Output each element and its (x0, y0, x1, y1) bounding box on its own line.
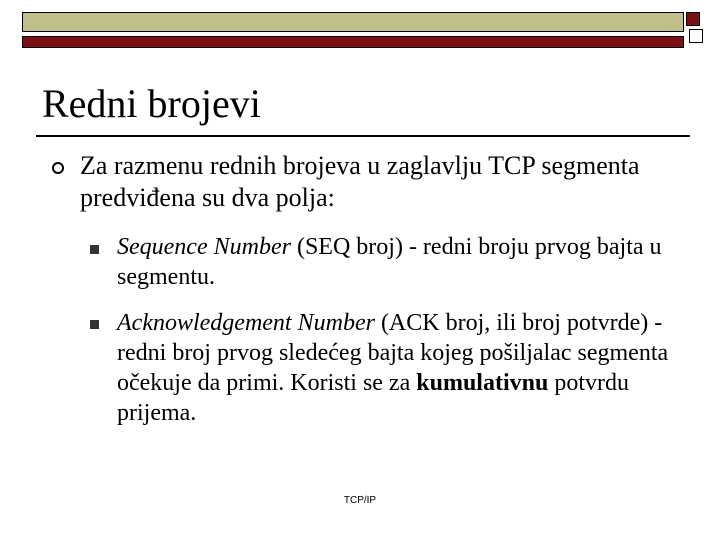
term-ack-number: Acknowledgement Number (117, 310, 375, 336)
square-bullet-icon (90, 245, 99, 254)
ack-number-description: (ACK broj, ili broj potvrde) - redni broj prvog sledećeg bajta kojeg pošiljalac segmenta očekuje da primi. Koristi se za (117, 310, 669, 396)
slide-footer: TCP/IP (343, 495, 377, 506)
bold-kumulativnu: kumulativnu (416, 370, 549, 396)
corner-square-white (689, 29, 703, 43)
sub-bullet-ack-number (117, 308, 697, 428)
term-sequence-number: Sequence Number (117, 234, 291, 260)
corner-square-maroon (686, 12, 700, 26)
title-underline (36, 135, 690, 137)
maroon-stripe (22, 36, 684, 48)
olive-stripe (22, 12, 684, 32)
top-decorative-bar (22, 12, 684, 42)
sub-bullet-sequence-number (117, 232, 697, 292)
hollow-circle-bullet-icon (52, 162, 64, 174)
slide-title: Redni brojevi (42, 81, 261, 126)
bullet-main-text: Za razmenu rednih brojeva u zaglavlju TCP segmenta predviđena su dva polja: (80, 151, 640, 212)
ack-number-description-end: potvrdu prijema. (117, 370, 629, 426)
corner-squares (686, 12, 706, 42)
sequence-number-description: (SEQ broj) - redni broju prvog bajta u segmentu. (117, 234, 662, 290)
square-bullet-icon (90, 320, 99, 329)
